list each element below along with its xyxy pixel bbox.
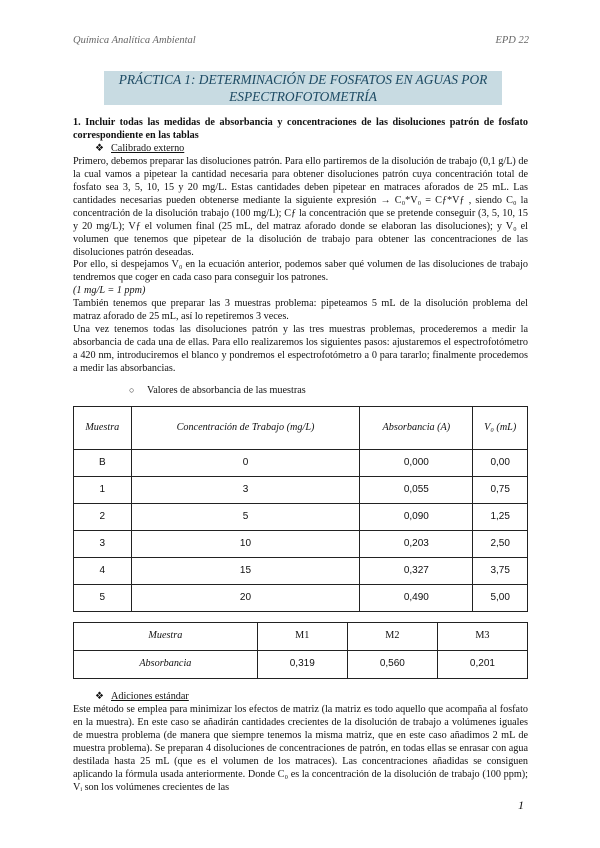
paragraph: También tenemos que preparar las 3 muestras problema: pipeteamos 5 mL de la disolución problema del matraz aforado de 25 mL, así lo repetiremos 3 veces. xyxy=(73,298,528,323)
table-cell: 1 xyxy=(74,477,132,504)
diamond-bullet-icon: ❖ xyxy=(95,691,105,703)
table-row xyxy=(74,585,528,612)
column-header: Absorbancia (A) xyxy=(360,407,473,450)
table-cell: 0,000 xyxy=(360,450,473,477)
table-cell: 3,75 xyxy=(473,558,528,585)
table-row xyxy=(74,504,528,531)
paragraph: Por ello, si despejamos V₀ en la ecuación anterior, podemos saber qué volumen de las disoluciones de trabajo tendremos que coger en cada caso para conseguir los patrones. xyxy=(73,259,528,284)
table-cell: 0,490 xyxy=(360,585,473,612)
table-row xyxy=(74,558,528,585)
table-cell: M2 xyxy=(347,623,437,651)
page-number: 1 xyxy=(518,798,524,812)
table-cell: 5 xyxy=(74,585,132,612)
column-header: V₀ (mL) xyxy=(473,407,528,450)
table-cell: 10 xyxy=(131,531,360,558)
paragraph-note: (1 mg/L = 1 ppm) xyxy=(73,285,146,297)
table-cell: 0,560 xyxy=(347,651,437,679)
column-header: Concentración de Trabajo (mg/L) xyxy=(131,407,360,450)
table-cell: Absorbancia xyxy=(74,651,258,679)
header-group: EPD 22 xyxy=(495,35,529,46)
table-cell: 3 xyxy=(131,477,360,504)
table-cell: 0,327 xyxy=(360,558,473,585)
table-cell: 2,50 xyxy=(473,531,528,558)
table-cell: 0,203 xyxy=(360,531,473,558)
table-row xyxy=(74,450,528,477)
circle-bullet-icon: ○ xyxy=(129,385,135,396)
paragraph: Este método se emplea para minimizar los efectos de matriz (la matriz es todo aquello que acompaña al fosfato en la muestra). En este caso se añadirán cantidades crecientes de la disolución de trabajo a volúmenes iguales de muestra problema (de manera que siempre tenemos la misma matriz, que en este caso añadimos 2 mL de muestra problema). Se preparan 4 disoluciones de concentraciones de patrón, en todas ellas se enrasar con agua destilada hasta 25 mL (que es el volumen de los matraces). Las concentraciones añadidas se consiguen aplicando la fórmula usada anteriormente. Donde C₀ es la concentración de la disolución de trabajo (100 ppm); Vᵢ son los volúmenes crecientes de las xyxy=(73,703,528,793)
table-cell: 2 xyxy=(74,504,132,531)
subsection-label: Adiciones estándar xyxy=(111,691,189,703)
table-cell: 0,201 xyxy=(437,651,527,679)
table-cell: 0,090 xyxy=(360,504,473,531)
page-header xyxy=(73,34,529,47)
table-row xyxy=(74,477,528,504)
column-header: Muestra xyxy=(74,407,132,450)
diamond-bullet-icon: ❖ xyxy=(95,142,105,154)
table-cell: 4 xyxy=(74,558,132,585)
absorbance-table xyxy=(73,406,528,612)
table-header-row xyxy=(74,407,528,450)
table-cell: 1,25 xyxy=(473,504,528,531)
paragraph: Primero, debemos preparar las disoluciones patrón. Para ello partiremos de la disolución de trabajo (0,1 g/L) de la cual vamos a pipetear la cantidad necesaria para obtener disoluciones patrón cuya concentración total de fosfato sea 3, 5, 10, 15 y 20 mg/L. Estas cantidades deben pipetear en matraces aforados de 25 mL. Las cantidades necesarias pueden obtenerse mediante la siguiente expresión → C₀*V₀ = Cƒ*Vƒ , siendo C₀ la concentración de la disolución trabajo (100 mg/L); Cƒ la concentración que se pretende conseguir (3, 5, 10, 15 y 20 mg/L); Vƒ el volumen final (25 mL, del matraz aforado donde se elaboran las disoluciones); y V₀ el volumen que tenemos que pipetear de la disolución de trabajo para obtener las concentraciones de las disoluciones patrón deseadas. xyxy=(73,155,528,258)
table-cell: Muestra xyxy=(74,623,258,651)
table-cell: 5,00 xyxy=(473,585,528,612)
subsection-adiciones xyxy=(95,691,528,704)
table-cell: 0,00 xyxy=(473,450,528,477)
table-cell: 3 xyxy=(74,531,132,558)
table-row xyxy=(74,531,528,558)
subsection-calibrado xyxy=(95,143,528,156)
table-cell: M3 xyxy=(437,623,527,651)
table-cell: 0,75 xyxy=(473,477,528,504)
subsection-label: Calibrado externo xyxy=(111,142,185,154)
sample-absorbance-table xyxy=(73,622,528,679)
table-cell: 15 xyxy=(131,558,360,585)
main-content xyxy=(73,117,528,795)
paragraph: Una vez tenemos todas las disoluciones patrón y las tres muestras problemas, procederemos a medir la absorbancia de cada una de ellas. Para ello realizaremos los siguientes pasos: ajustaremos el espectrofotómetro a 420 nm, introduciremos el blanco y pondremos el espectrofotómetro a 0 para tararlo; finalmente procedemos a medir las absorbancias. xyxy=(73,324,528,375)
table-cell: M1 xyxy=(257,623,347,651)
table-row xyxy=(74,623,528,651)
table-cell: 0 xyxy=(131,450,360,477)
section-heading: 1. Incluir todas las medidas de absorbancia y concentraciones de las disoluciones patrón de fosfato correspondiente en las tablas xyxy=(73,117,528,141)
table-cell: 5 xyxy=(131,504,360,531)
table-cell: 20 xyxy=(131,585,360,612)
table-row xyxy=(74,651,528,679)
header-course: Química Analítica Ambiental xyxy=(73,35,196,46)
table-cell: B xyxy=(74,450,132,477)
table-cell: 0,055 xyxy=(360,477,473,504)
page-title: PRÁCTICA 1: DETERMINACIÓN DE FOSFATOS EN AGUAS POR ESPECTROFOTOMETRÍA xyxy=(104,71,502,105)
table-cell: 0,319 xyxy=(257,651,347,679)
list-item xyxy=(129,385,528,398)
list-item-label: Valores de absorbancia de las muestras xyxy=(147,385,306,397)
